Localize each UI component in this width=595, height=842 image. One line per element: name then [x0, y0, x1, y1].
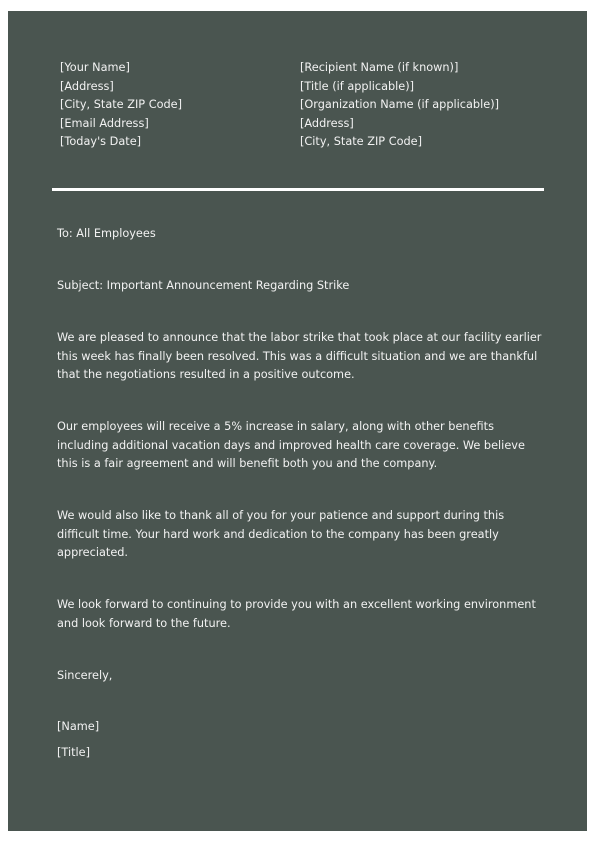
signature-title: [57, 744, 547, 763]
recipient-name: [Recipient Name (if known)]: [300, 61, 459, 74]
sender-email: [Email Address]: [60, 116, 149, 130]
sender-address: [Address]: [60, 79, 114, 93]
paragraph-3-text: We would also like to thank all of you for your patience and support during this difficult time. Your hard work and dedication to the company has been greatly appreciated.: [57, 509, 505, 560]
recipient-city-state-zip: [City, State ZIP Code]: [300, 135, 423, 149]
recipient-organization: [Organization Name (if applicable)]: [300, 98, 500, 112]
sender-name: [Your Name]: [60, 61, 130, 74]
closing: [57, 667, 547, 686]
paragraph-1: [57, 329, 547, 385]
signature-name-text: [Name]: [57, 720, 100, 733]
subject-line-text: Subject: Important Announcement Regarding Strike: [57, 279, 350, 292]
sender-date: [Today's Date]: [60, 135, 142, 149]
header-divider: [52, 188, 544, 191]
sender-city-state-zip: [City, State ZIP Code]: [60, 98, 183, 112]
signature-name: [57, 718, 547, 737]
recipient-block: [300, 59, 499, 152]
to-line: [57, 225, 547, 244]
paragraph-4: [57, 596, 547, 633]
recipient-title: [Title (if applicable)]: [300, 79, 415, 93]
paragraph-2: [57, 418, 547, 474]
paragraph-4-text: We look forward to continuing to provide you with an excellent working environment and look forward to the future.: [57, 598, 536, 630]
recipient-address: [Address]: [300, 116, 354, 130]
paragraph-3: [57, 507, 547, 563]
closing-text: Sincerely,: [57, 669, 113, 682]
paragraph-2-text: Our employees will receive a 5% increase in salary, along with other benefits including additional vacation days and improved health care coverage. We believe this is a fair agreement and will benefit both you and the company.: [57, 420, 525, 471]
letter-page: [8, 11, 587, 831]
subject-line: [57, 277, 547, 296]
paragraph-1-text: We are pleased to announce that the labor strike that took place at our facility earlier this week has finally been resolved. This was a difficult situation and we are thankful that the negotiations resulted in a positive outcome.: [57, 331, 542, 382]
to-line-text: To: All Employees: [57, 227, 156, 240]
signature-title-text: [Title]: [57, 746, 91, 759]
sender-block: [60, 59, 182, 152]
